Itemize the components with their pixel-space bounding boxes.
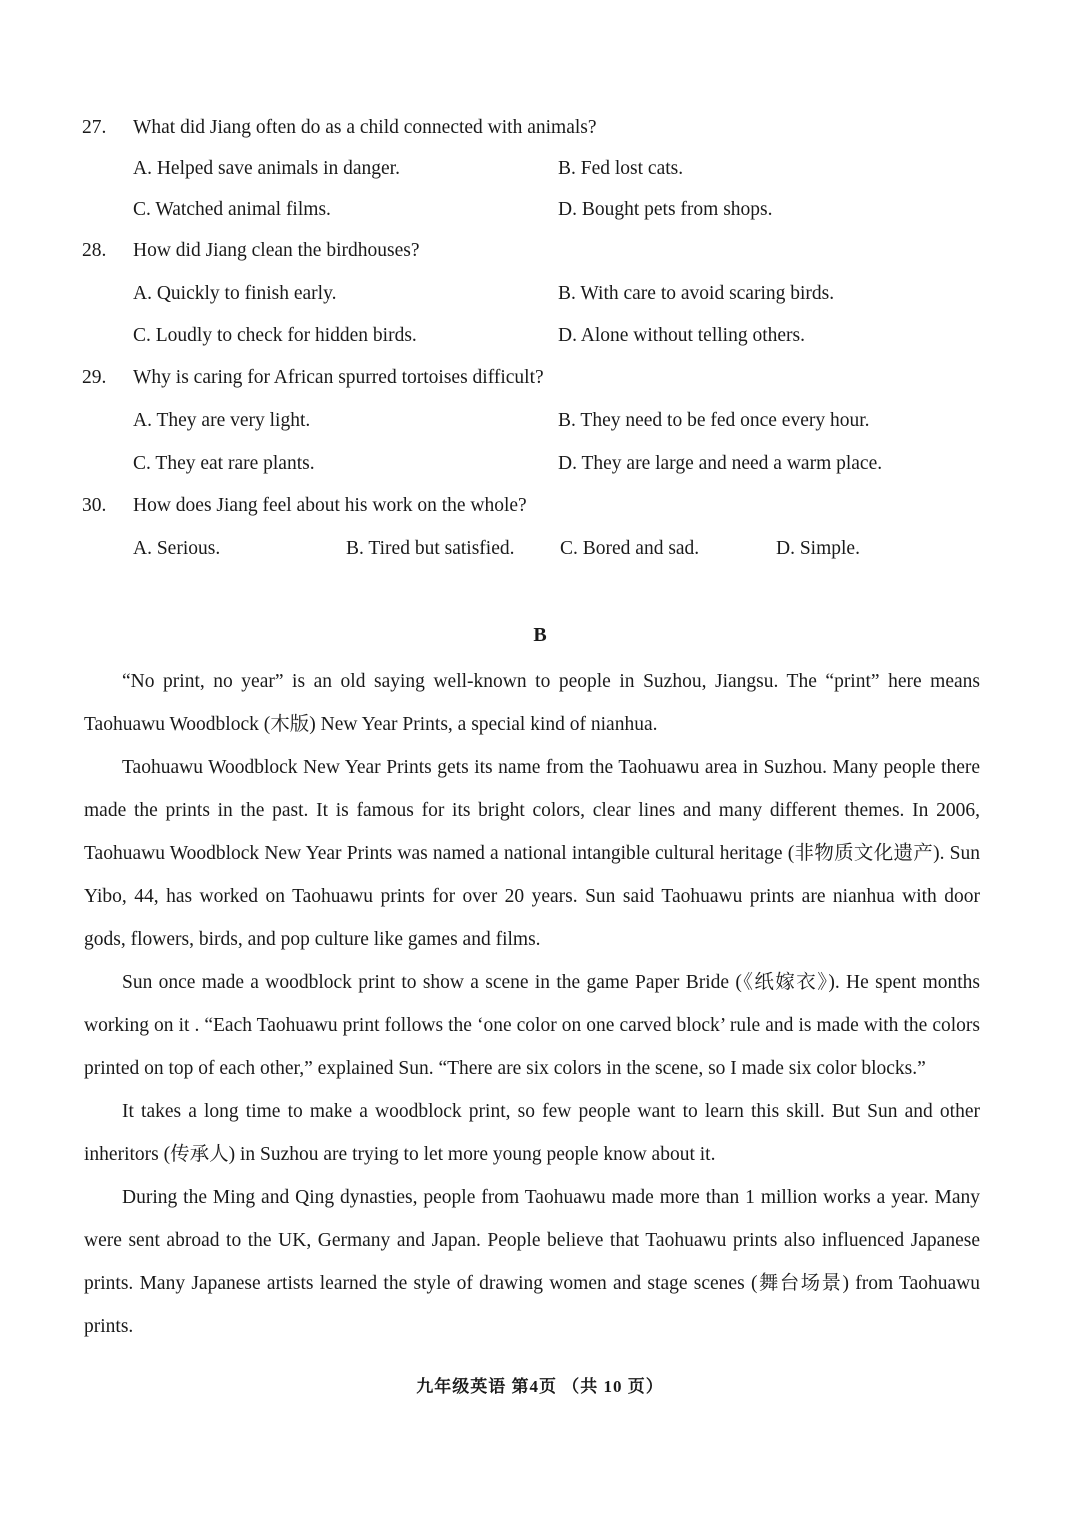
option-a: A. They are very light.: [133, 410, 311, 431]
question-text: What did Jiang often do as a child connected with animals?: [133, 117, 597, 138]
option-d: D. Bought pets from shops.: [558, 199, 773, 220]
question-text: How does Jiang feel about his work on the whole?: [133, 495, 527, 516]
paragraph: Taohuawu Woodblock New Year Prints gets its name from the Taohuawu area in Suzhou. Many people there made the prints in the past. It is famous for its bright colors, clear lines and many different themes. In 2006, Taohuawu Woodblock New Year Prints was named a national intangible cultural heritage (非物质文化遗产). Sun Yibo, 44, has worked on Taohuawu prints for over 20 years. Sun said Taohuawu prints are nianhua with door gods, flowers, birds, and pop culture like games and films.: [84, 757, 980, 950]
option-b: B. They need to be fed once every hour.: [558, 410, 870, 431]
question-number: 28.: [82, 240, 107, 261]
option-a: A. Serious.: [133, 538, 221, 559]
section-title: B: [533, 624, 547, 646]
option-b: B. With care to avoid scaring birds.: [558, 283, 835, 304]
option-b: B. Fed lost cats.: [558, 158, 684, 179]
option-d: D. Simple.: [776, 538, 860, 559]
option-c: C. Loudly to check for hidden birds.: [133, 325, 417, 346]
question-number: 29.: [82, 367, 107, 388]
question-number: 30.: [82, 495, 107, 516]
question-text: Why is caring for African spurred tortoises difficult?: [133, 367, 544, 388]
option-c: C. Bored and sad.: [560, 538, 700, 559]
option-b: B. Tired but satisfied.: [346, 538, 515, 559]
page-footer: 九年级英语 第4页 （共 10 页）: [416, 1377, 664, 1396]
option-d: D. They are large and need a warm place.: [558, 453, 883, 474]
option-a: A. Helped save animals in danger.: [133, 158, 400, 179]
reading-passage: [84, 660, 980, 1348]
paragraph: Sun once made a woodblock print to show a scene in the game Paper Bride (《纸嫁衣》). He spent months working on it . “Each Taohuawu print follows the ‘one color on one carved block’ rule and is made with the colors printed on top of each other,” explained Sun. “There are six colors in the scene, so I made six color blocks.”: [84, 972, 980, 1079]
paragraph: “No print, no year” is an old saying well-known to people in Suzhou, Jiangsu. The “print” here means Taohuawu Woodblock (木版) New Year Prints, a special kind of nianhua.: [84, 671, 980, 735]
question-number: 27.: [82, 117, 107, 138]
paragraph: During the Ming and Qing dynasties, people from Taohuawu made more than 1 million works a year. Many were sent abroad to the UK, Germany and Japan. People believe that Taohuawu prints also influenced Japanese prints. Many Japanese artists learned the style of drawing women and stage scenes (舞台场景) from Taohuawu prints.: [84, 1187, 980, 1337]
option-a: A. Quickly to finish early.: [133, 283, 337, 304]
option-d: D. Alone without telling others.: [558, 325, 805, 346]
paragraph: It takes a long time to make a woodblock print, so few people want to learn this skill. But Sun and other inheritors (传承人) in Suzhou are trying to let more young people know about it.: [84, 1101, 980, 1165]
question-text: How did Jiang clean the birdhouses?: [133, 240, 420, 261]
option-c: C. They eat rare plants.: [133, 453, 315, 474]
option-c: C. Watched animal films.: [133, 199, 331, 220]
